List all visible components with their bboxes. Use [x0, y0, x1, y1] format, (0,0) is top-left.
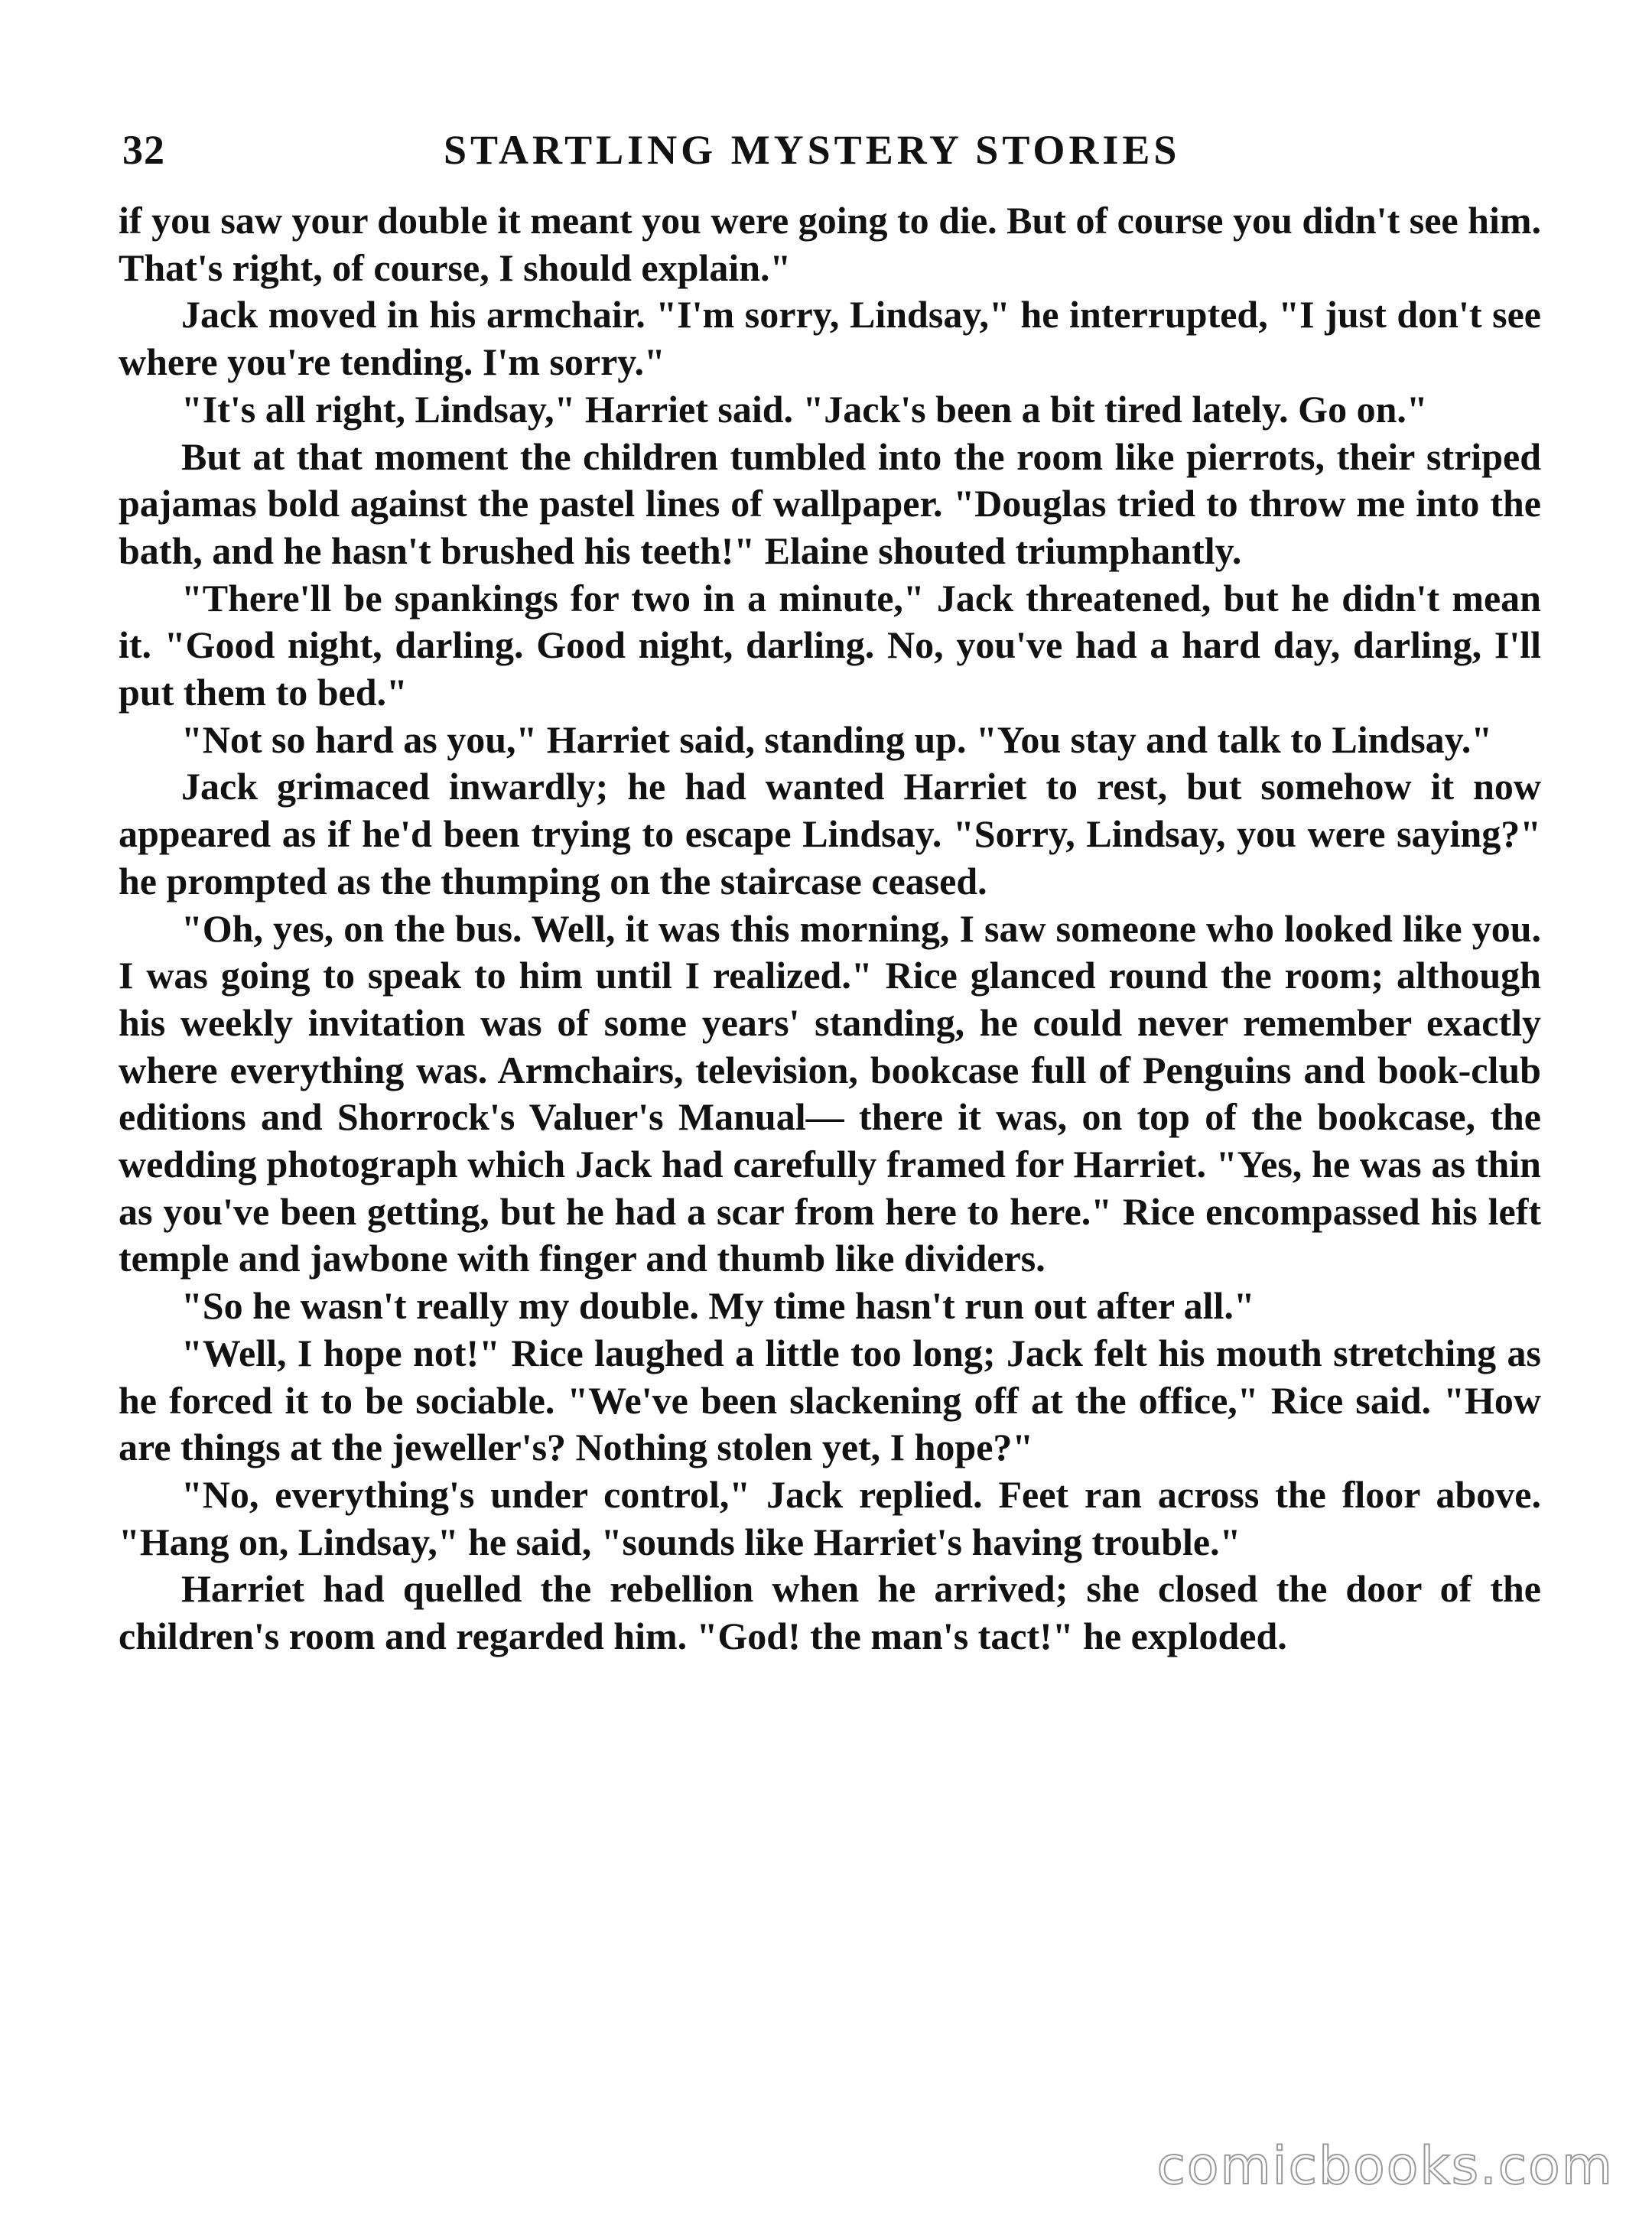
paragraph-6: "Not so hard as you," Harriet said, standing up. "You stay and talk to Lindsay.": [181, 717, 1493, 761]
paragraph-3: "It's all right, Lindsay," Harriet said. "Jack's been a bit tired lately. Go on.": [181, 387, 1428, 431]
running-title: STARTLING MYSTERY STORIES: [444, 127, 1181, 173]
paragraph-12: Harriet had quelled the rebellion when he arrived; she closed the door of the children's room and regarded him. "God! the man's tact!" he exploded.: [119, 1567, 1541, 1658]
watermark: comicbooks.com: [1156, 2136, 1614, 2197]
paragraph-8: "Oh, yes, on the bus. Well, it was this morning, I saw someone who looked like you. I was going to speak to him until I realized." Rice glanced round the room; although his weekly invitation was of some years' standing, he could never remember exactly where everything was. Armchairs, television, bookcase full of Penguins and book-club editions and Shorrock's Valuer's Manual— there it was, on top of the bookcase, the wedding photograph which Jack had carefully framed for Harriet. "Yes, he was as thin as you've been getting, but he had a scar from here to here." Rice encompassed his left temple and jawbone with finger and thumb like dividers.: [119, 906, 1541, 1280]
paragraph-9: "So he wasn't really my double. My time hasn't run out after all.": [181, 1284, 1255, 1328]
paragraph-5: "There'll be spankings for two in a minute," Jack threatened, but he didn't mean it. "Good night, darling. Good night, darling. No, you've had a hard day, darling, I'll put them to bed.": [119, 576, 1541, 714]
paragraph-4: But at that moment the children tumbled into the room like pierrots, their striped pajamas bold against the pastel lines of wallpaper. "Douglas tried to throw me into the bath, and he hasn't brushed his teeth!" Elaine shouted triumphantly.: [119, 434, 1541, 572]
page-number: 32: [122, 127, 165, 173]
story-text: [119, 197, 1541, 1660]
paragraph-11: "No, everything's under control," Jack replied. Feet ran across the floor above. "Hang on, Lindsay," he said, "sounds like Harriet's having trouble.": [119, 1472, 1541, 1563]
paragraph-7: Jack grimaced inwardly; he had wanted Harriet to rest, but somehow it now appeared as if he'd been trying to escape Lindsay. "Sorry, Lindsay, you were saying?" he prompted as the thumping on the staircase ceased.: [119, 765, 1541, 902]
paragraph-1: if you saw your double it meant you were going to die. But of course you didn't see him. That's right, of course, I should explain.": [119, 199, 1541, 289]
page-header: [122, 126, 1537, 187]
paragraph-2: Jack moved in his armchair. "I'm sorry, Lindsay," he interrupted, "I just don't see where you're tending. I'm sorry.": [119, 293, 1541, 384]
paragraph-10: "Well, I hope not!" Rice laughed a little too long; Jack felt his mouth stretching as he forced it to be sociable. "We've been slackening off at the office," Rice said. "How are things at the jeweller's? Nothing stolen yet, I hope?": [119, 1331, 1541, 1469]
